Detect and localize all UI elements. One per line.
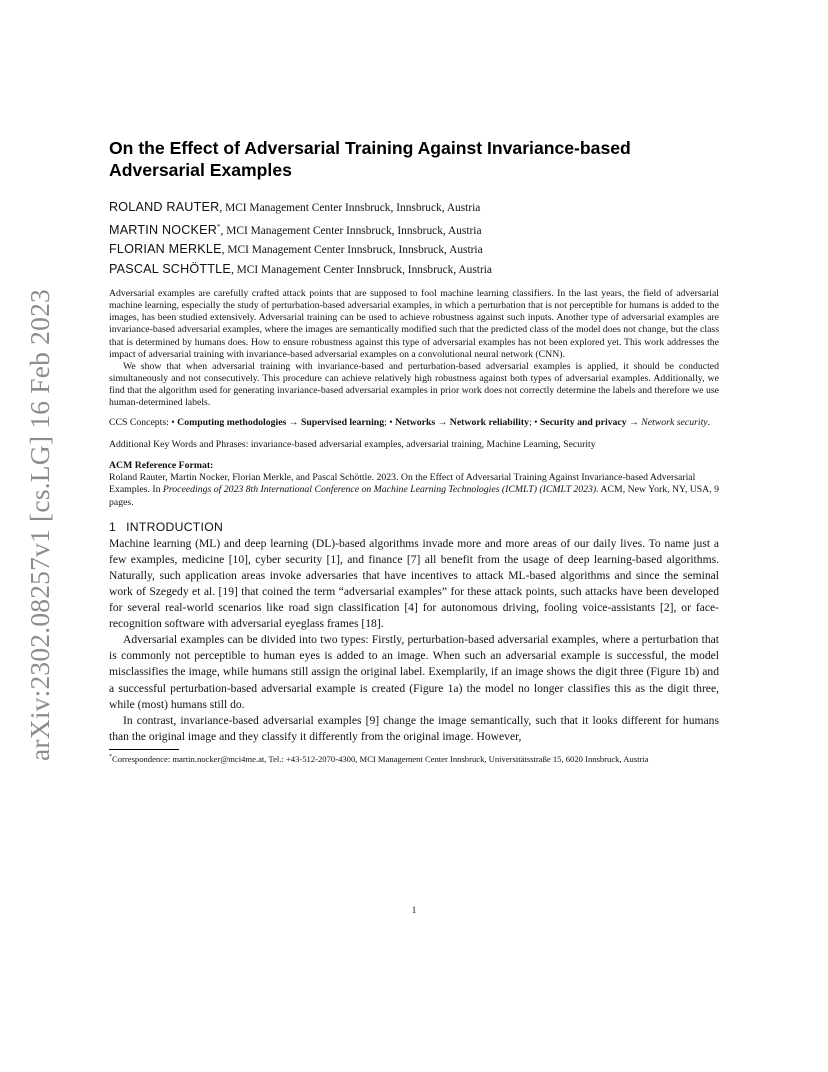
section-heading — [109, 519, 719, 536]
ccs-prefix: CCS Concepts: • — [109, 417, 178, 429]
section-title: INTRODUCTION — [126, 519, 224, 534]
abstract-paragraph: Adversarial examples are carefully crafted attack points that are supposed to fool machine learning classifiers. In the last years, the field of adversarial machine learning, especially the study of perturbation-based adversarial examples, in which a perturbation that is not perceptible for humans is added to the images, has been studied extensively. Adversarial training can be used to achieve robustness against such inputs. Another type of adversarial examples are invariance-based adversarial examples, where the images are semantically modified such that the predicted class of the model does not change, but the class that is determined by humans does. How to ensure robustness against this type of adversarial examples has not been explored yet. This work addresses the impact of adversarial training with invariance-based adversarial examples on a convolutional neural network (CNN). — [109, 288, 719, 360]
author-line — [109, 198, 719, 218]
acm-reference — [109, 460, 719, 509]
author-name: MARTIN NOCKER — [109, 222, 218, 237]
acm-reference-text: Roland Rauter, Martin Nocker, Florian Merkle, and Pascal Schöttle. 2023. On the Effect of Adversarial Training Against Invariance-based Adversarial Examples. In — [109, 472, 696, 496]
section-number: 1 — [109, 519, 117, 534]
acm-reference-heading: ACM Reference Format: — [109, 459, 214, 471]
body-paragraph: In contrast, invariance-based adversarial examples [9] change the image semantically, such that it looks different for humans than the original image and they classify it differently from the original image. However, — [109, 713, 719, 743]
arxiv-identifier-text: arXiv:2302.08257v1 [cs.LG] 16 Feb 2023 — [24, 289, 55, 761]
author-affiliation: , MCI Management Center Innsbruck, Innsbruck, Austria — [230, 263, 492, 276]
footnote-mark: * — [109, 753, 112, 760]
paper-page — [109, 137, 719, 765]
author-affiliation: , MCI Management Center Innsbruck, Innsbruck, Austria — [220, 224, 482, 237]
footnote — [109, 752, 719, 765]
correspondence-mark[interactable]: * — [217, 222, 221, 231]
footnote-text: Correspondence: martin.nocker@mci4me.at, Tel.: +43-512-2070-4300, MCI Management Center Innsbruck, Universitätsstraße 15, 6020 Innsbruck, Austria — [112, 753, 649, 764]
abstract — [109, 288, 719, 409]
author-line — [109, 260, 719, 280]
ccs-arrow: → — [626, 417, 642, 429]
author-list — [109, 198, 719, 279]
abstract-paragraph: We show that when adversarial training with invariance-based and perturbation-based adversarial examples is applied, it should be conducted simultaneously and not consecutively. This procedure can achieve relatively high robustness against both types of adversarial examples. Additionally, we find that the algorithm used for generating invariance-based adversarial examples in prior work does not correctly determine the labels and therefore we use human-determined labels. — [109, 360, 719, 409]
ccs-end: . — [707, 417, 711, 429]
body-text — [109, 536, 719, 745]
author-line — [109, 218, 719, 240]
author-name: ROLAND RAUTER — [109, 200, 220, 214]
ccs-concept: Network security — [641, 417, 708, 429]
ccs-concept: Network reliability — [449, 417, 529, 429]
ccs-arrow: → — [435, 417, 450, 429]
ccs-concept: Computing methodologies — [177, 417, 287, 429]
body-paragraph: Adversarial examples can be divided into two types: Firstly, perturbation-based adversarial examples, where a perturbation that is commonly not perceptible to human eyes is added to an image. When such an adversarial example is successful, the model misclassifies the image, while humans still assign the original label. Exemplarily, if an image shows the digit three (Figure 1b) and a successful perturbation-based adversarial example is created (Figure 1a) the model no longer classifies this as the digit three, while (most) humans still do. — [109, 633, 719, 711]
body-paragraph: Machine learning (ML) and deep learning (DL)-based algorithms invade more and more areas of our daily lives. To name just a few examples, medicine [10], cyber security [1], and finance [7] all benefit from the usage of deep learning-based algorithms. Naturally, such application areas invoke adversaries that have incentives to attack ML-based algorithms and since the seminal work of Szegedy et al. [19] that coined the term “adversarial examples” for these attack points, such attacks have been developed for several real-world scenarios like road sign classification [4] for autonomous driving, fooling voice-assistants [2], or face-recognition software with adversarial eyeglass frames [18]. — [109, 536, 719, 631]
author-affiliation: , MCI Management Center Innsbruck, Innsbruck, Austria — [219, 202, 481, 214]
ccs-concept: Security and privacy — [539, 417, 627, 429]
author-name: PASCAL SCHÖTTLE — [109, 261, 231, 276]
ccs-arrow: → — [286, 417, 301, 429]
page-number: 1 — [411, 906, 417, 916]
footnote-rule — [109, 749, 179, 750]
paper-title: On the Effect of Adversarial Training Against Invariance-based Adversarial Examples — [109, 138, 631, 180]
ccs-separator: ; • — [528, 417, 540, 429]
acm-reference-text-end: ACM, New York, NY, USA, 9 pages. — [109, 484, 719, 508]
author-affiliation: , MCI Management Center Innsbruck, Innsbruck, Austria — [221, 243, 483, 256]
keywords: Additional Key Words and Phrases: invariance-based adversarial examples, adversarial training, Machine Learning, Security — [109, 438, 596, 450]
author-name: FLORIAN MERKLE — [109, 241, 222, 256]
author-line — [109, 240, 719, 260]
arxiv-identifier — [22, 290, 58, 760]
ccs-concept: Networks — [395, 417, 436, 429]
acm-proceedings: Proceedings of 2023 8th International Conference on Machine Learning Technologies (ICMLT) (ICMLT 2023). — [162, 484, 599, 496]
ccs-concepts — [109, 417, 719, 429]
ccs-separator: ; • — [384, 417, 396, 429]
ccs-concept: Supervised learning — [300, 417, 385, 429]
